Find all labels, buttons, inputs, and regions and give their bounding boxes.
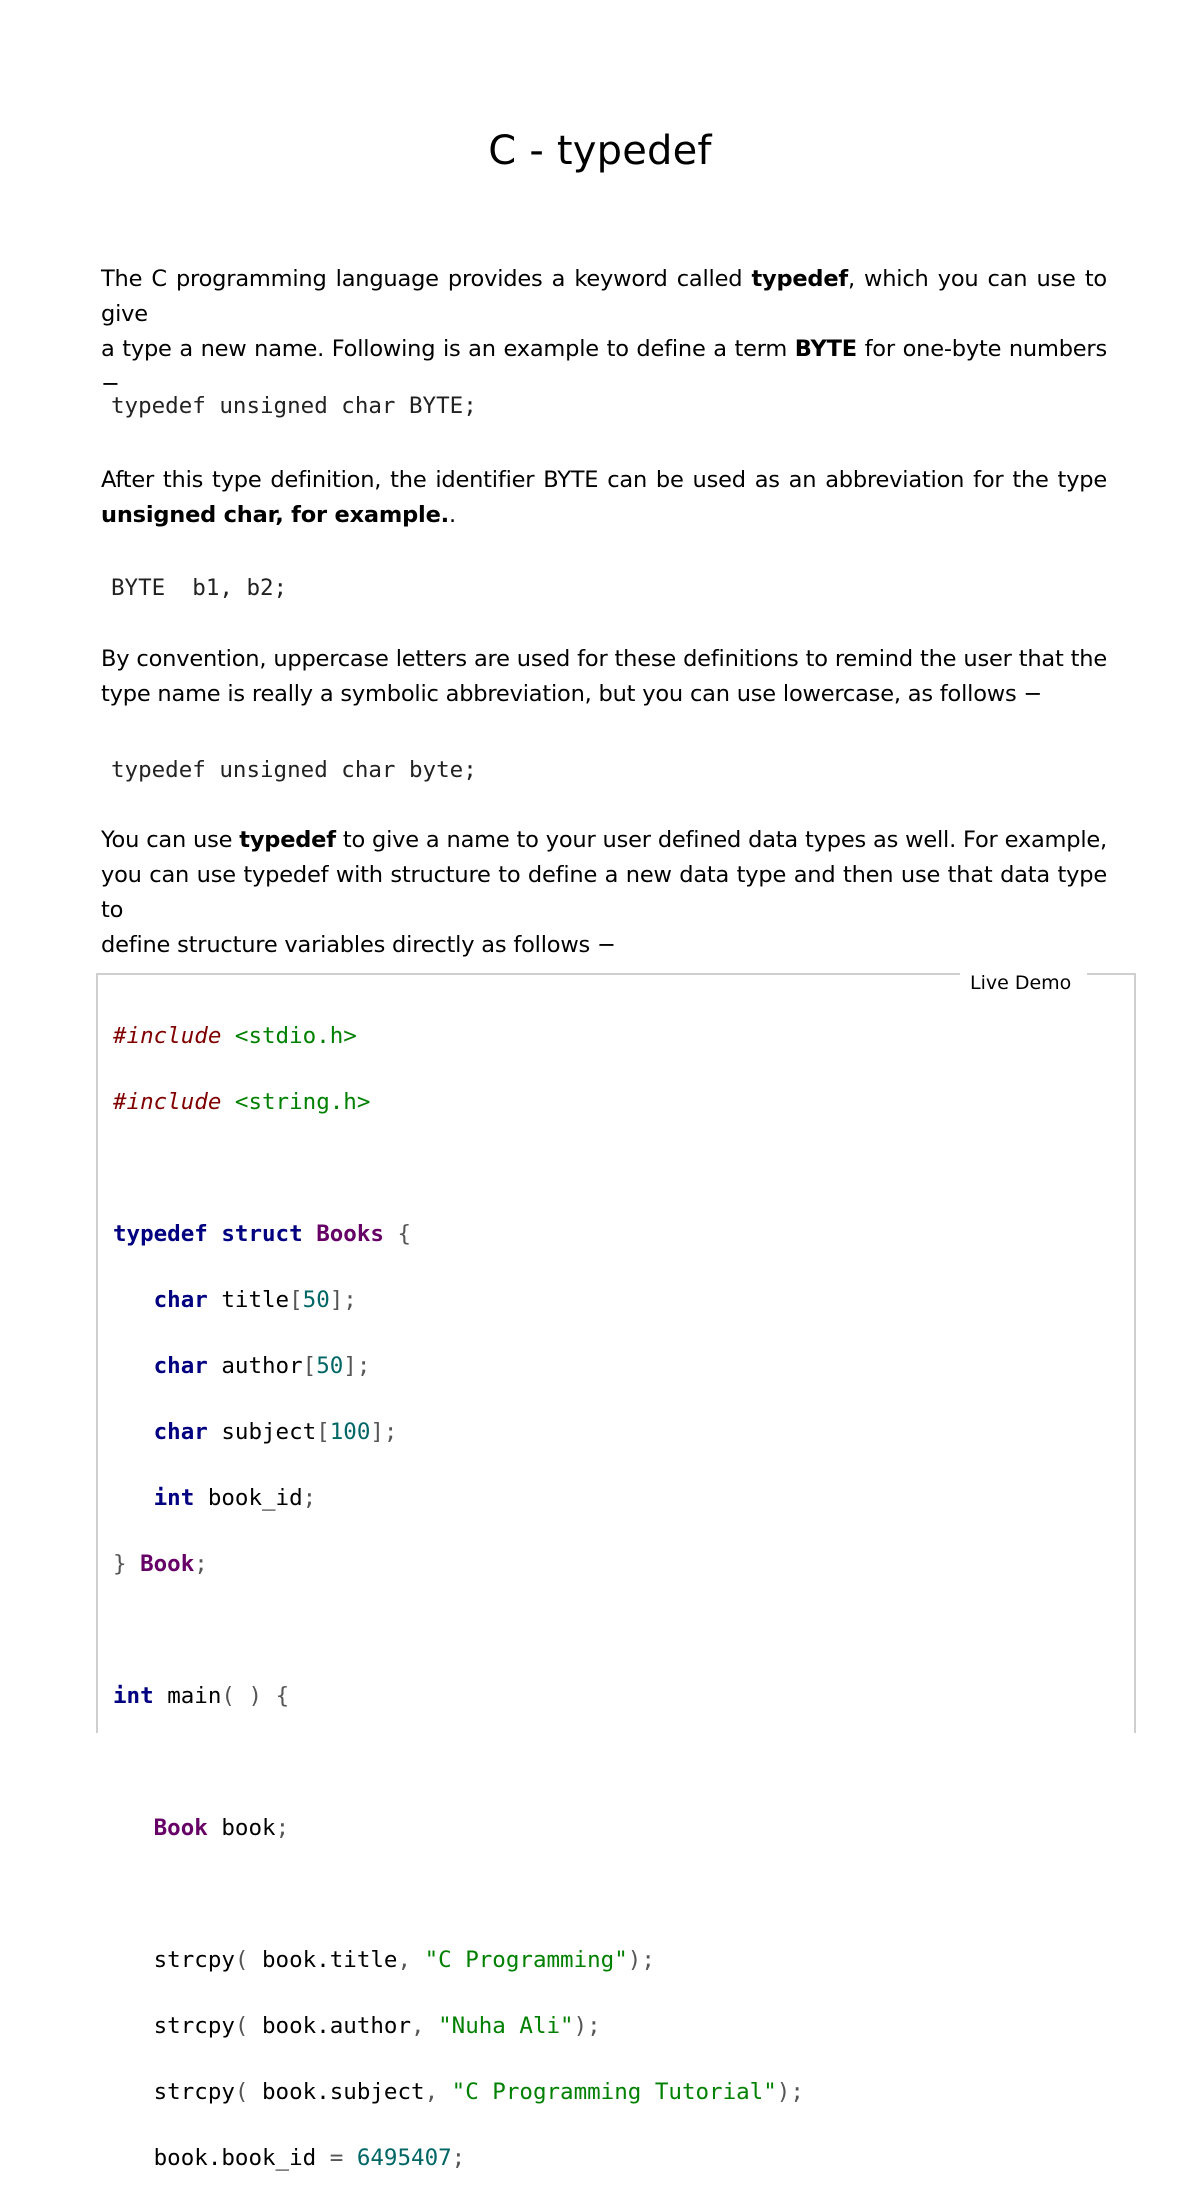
intro-line-1: The C programming language provides a keyword called typedef, which you can use to give [101,266,1108,327]
code-line-18: book.book_id = 6495407; [153,2145,466,2171]
convention-paragraph [101,642,1107,712]
struct-line-1: You can use typedef to give a name to your user defined data types as well. For example, [101,827,1107,853]
live-demo-link[interactable]: Live Demo [960,968,1087,998]
code-typedef-byte: typedef unsigned char BYTE; [111,393,477,419]
code-line-13: Book book; [153,1815,290,1841]
code-line-17: strcpy( book.subject, "C Programming Tutorial"); [153,2079,804,2105]
code-line-6: char author[50]; [153,1353,371,1379]
code-line-8: int book_id; [153,1485,317,1511]
convention-line-2: type name is really a symbolic abbreviation, but you can use lowercase, as follows − [101,681,1043,707]
code-line-10 [113,1614,804,1647]
code-byte-vars: BYTE b1, b2; [111,575,288,601]
code-line-7: char subject[100]; [153,1419,398,1445]
byte-line-1: After this type definition, the identifier BYTE can be used as an abbreviation for the type [101,467,1107,493]
page-title: C - typedef [488,128,712,174]
struct-line-3: define structure variables directly as follows − [101,932,616,958]
intro-paragraph [101,262,1107,402]
code-line-1: #include <stdio.h> [113,1023,357,1049]
code-line-12 [113,1746,804,1779]
code-block [113,987,804,2208]
intro-line-2: a type a new name. Following is an example to define a term BYTE for one-byte numbers − [101,336,1108,397]
code-line-15: strcpy( book.title, "C Programming"); [153,1947,655,1973]
code-line-5: char title[50]; [153,1287,357,1313]
code-line-2: #include <string.h> [113,1089,371,1115]
code-line-4: typedef struct Books { [113,1221,412,1247]
byte-paragraph [101,463,1107,533]
code-typedef-lowercase: typedef unsigned char byte; [111,757,477,783]
byte-line-2: unsigned char, for example.. [101,502,456,528]
convention-line-1: By convention, uppercase letters are used for these definitions to remind the user that the [101,646,1107,672]
code-line-11: int main( ) { [113,1683,290,1709]
struct-paragraph [101,823,1107,963]
struct-line-2: you can use typedef with structure to define a new data type and then use that data type to [101,862,1107,923]
code-line-14 [113,1878,804,1911]
code-line-9: } Book; [113,1551,208,1577]
code-line-3 [113,1152,804,1185]
code-line-16: strcpy( book.author, "Nuha Ali"); [153,2013,601,2039]
